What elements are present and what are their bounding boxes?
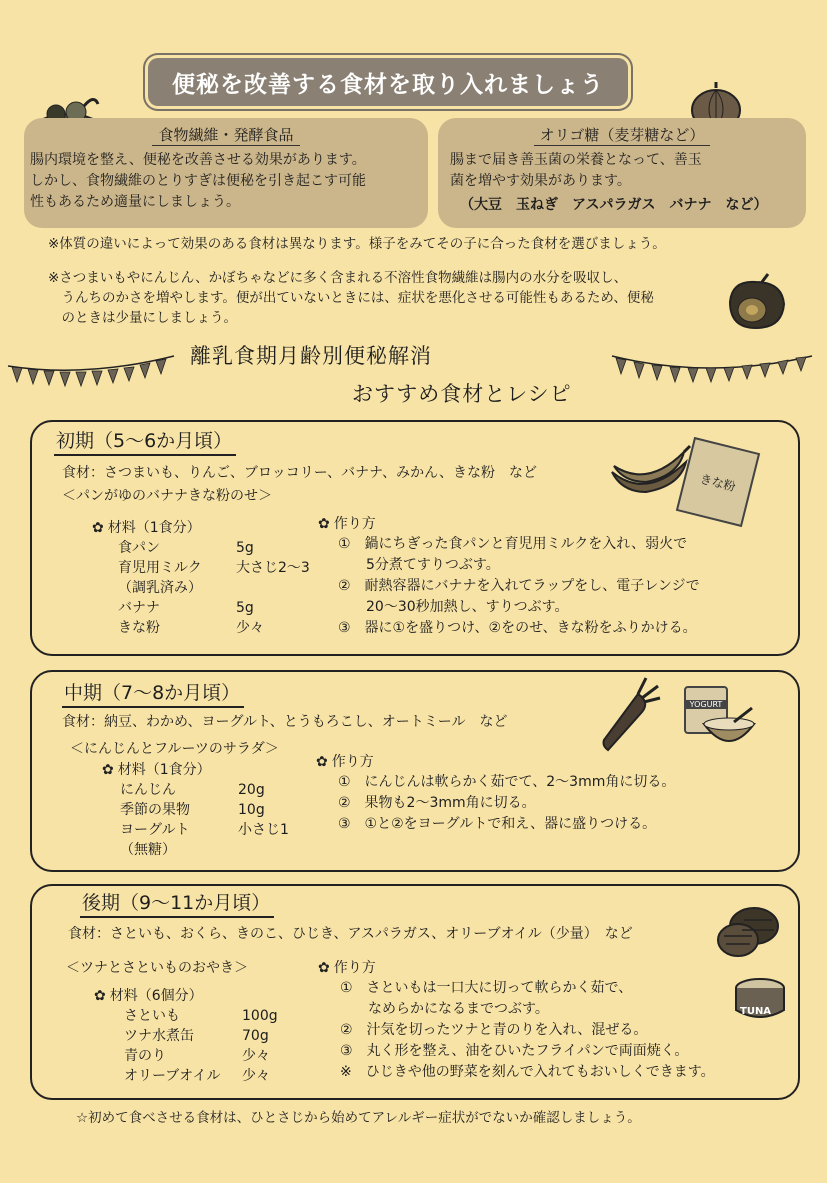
ingredient-row: さといも 100g [124,1008,278,1024]
section-heading-line1: 離乳食期月齢別便秘解消 [190,344,432,368]
late-stage-title: 後期（9〜11か月頃） [80,890,274,918]
flower-icon: ✿ [102,762,114,778]
flower-icon: ✿ [92,520,104,536]
ingredient-row: （調乳済み） [118,580,202,596]
oligo-box-foods: （大豆 玉ねぎ アスパラガス バナナ など） [460,197,768,213]
tuna-can-label: TUNA [740,1006,772,1017]
middle-stage-title: 中期（7〜8か月頃） [62,680,244,708]
kinako-pack-label: きな粉 [698,471,738,494]
ingredient-row: ヨーグルト 小さじ1 [120,822,289,838]
flower-icon: ✿ [316,754,328,770]
middle-stage-foods: 食材：納豆、わかめ、ヨーグルト、とうもろこし、オートミール など [62,714,508,730]
page-title-banner [148,58,628,106]
middle-steps [316,752,736,835]
footer-allergy-note: ☆初めて食べさせる食材は、ひとさじから始めてアレルギー症状がでないか確認しましょう。 [76,1110,641,1126]
fiber-info-box [24,118,428,228]
late-steps-label: 作り方 [333,960,376,976]
ingredient-row: にんじん 20g [120,782,265,798]
flower-icon: ✿ [318,960,330,976]
late-stage-foods: 食材：さといも、おくら、きのこ、ひじき、アスパラガス、オリーブオイル（少量） など [68,926,633,942]
ingredient-row: バナナ 5g [118,600,254,616]
ingredient-row: 青のり 少々 [124,1048,270,1064]
carrot-icon [598,676,664,756]
ingredient-row: 食パン 5g [118,540,254,556]
early-steps-label: 作り方 [333,516,376,532]
ingredient-row: 季節の果物 10g [120,802,265,818]
late-recipe-name: ＜ツナとさといものおやき＞ [66,960,248,976]
bunting-right-icon [610,346,815,396]
note-insoluble-fiber: ※さつまいもやにんじん、かぼちゃなどに多く含まれる不溶性食物繊維は腸内の水分を吸収し、 うんちのかさを増やします。便が出ていないときには、症状を悪化させる可能性もあるため、便秘 のときは少量にしましょう。 [48,270,654,326]
ingredient-row: （無糖） [120,842,176,858]
early-steps [318,514,778,639]
early-stage-title: 初期（5〜6か月頃） [54,428,236,456]
early-steps-text: ① 鍋にちぎった食パンと育児用ミルクを入れ、弱火で 5分煮てすりつぶす。 ② 耐熱容器にバナナを入れてラップをし、電子レンジで 20〜30秒加熱し、すりつぶす。 ③ 器に①を盛りつけ、②をのせ、きな粉をふりかける。 [338,536,700,636]
early-ingredients [92,518,310,638]
late-steps-text: ① さといもは一口大に切って軟らかく茹で、 なめらかになるまでつぶす。 ② 汁気を切ったツナと青のりを入れ、混ぜる。 ③ 丸く形を整え、油をひいたフライパンで両面焼く。 ※ ひじきや他の野菜を刻んで入れてもおいしくできます。 [340,980,715,1080]
note-constitution: ※体質の違いによって効果のある食材は異なります。様子をみてその子に合った食材を選びましょう。 [48,236,666,252]
flower-icon: ✿ [318,516,330,532]
fiber-box-title: 食物繊維・発酵食品 [152,124,299,146]
oligo-box-title: オリゴ糖（麦芽糖など） [534,124,711,146]
late-ingredients [94,986,278,1086]
late-ingredients-label: 材料（6個分） [109,988,203,1004]
ingredient-row: ツナ水煮缶 70g [124,1028,269,1044]
taro-icon [714,902,782,960]
ingredient-row: きな粉 少々 [118,620,264,636]
early-recipe-name: ＜パンがゆのバナナきな粉のせ＞ [62,488,272,504]
oligo-info-box [438,118,806,228]
middle-ingredients-label: 材料（1食分） [117,762,211,778]
bowl-icon [700,706,758,752]
flower-icon: ✿ [94,988,106,1004]
oligo-box-text: 腸まで届き善玉菌の栄養となって、善玉 菌を増やす効果があります。 [450,152,702,189]
ingredient-row: 育児用ミルク 大さじ2〜3 [118,560,310,576]
page-title: 便秘を改善する食材を取り入れましょう [172,71,604,98]
early-stage-foods: 食材：さつまいも、りんご、ブロッコリー、バナナ、みかん、きな粉 など [62,465,538,481]
late-steps [318,958,788,1083]
fiber-box-text: 腸内環境を整え、便秘を改善させる効果があります。 しかし、食物繊維のとりすぎは便秘を引き起こす可能 性もあるため適量にしましょう。 [30,152,366,210]
middle-ingredients [102,760,289,860]
middle-recipe-name: ＜にんじんとフルーツのサラダ＞ [70,741,279,757]
section-heading-line2: おすすめ食材とレシピ [352,382,572,406]
pumpkin-icon [722,272,792,334]
yogurt-cup-label: YOGURT [686,700,726,709]
middle-steps-label: 作り方 [331,754,374,770]
ingredient-row: オリーブオイル 少々 [124,1068,270,1084]
early-ingredients-label: 材料（1食分） [107,520,201,536]
middle-steps-text: ① にんじんは軟らかく茹でて、2〜3mm角に切る。 ② 果物も2〜3mm角に切る。 ③ ①と②をヨーグルトで和え、器に盛りつける。 [338,774,676,832]
bunting-left-icon [6,350,176,394]
